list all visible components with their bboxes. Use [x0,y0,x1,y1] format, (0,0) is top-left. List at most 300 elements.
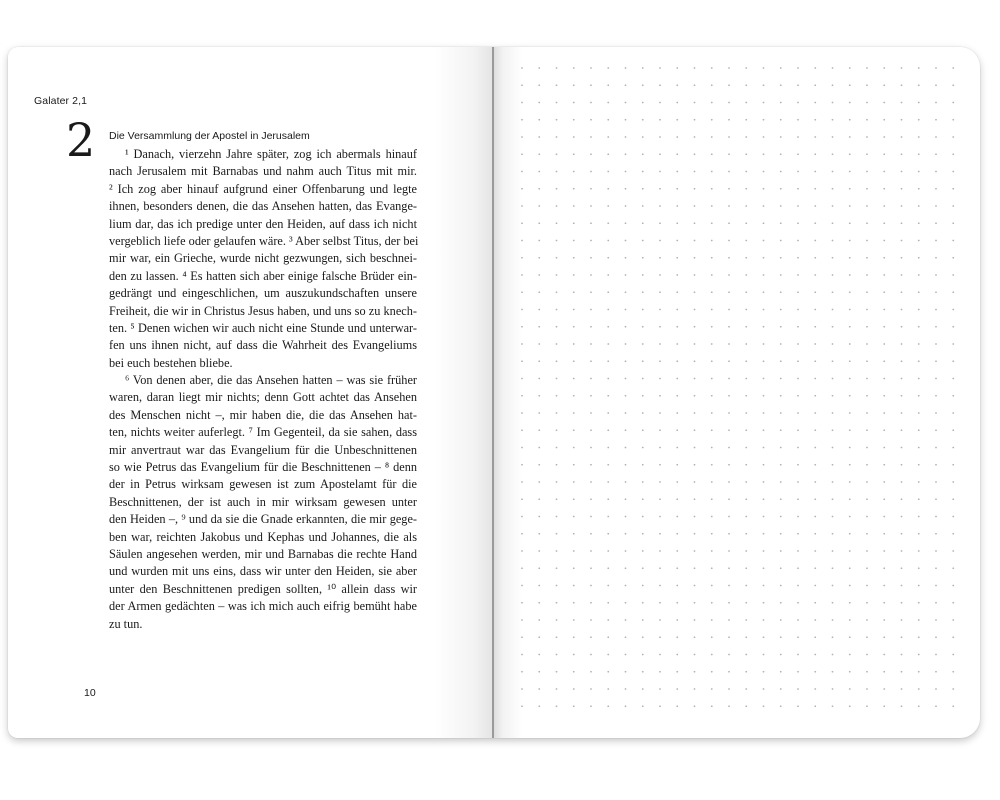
grid-dot [521,291,523,293]
grid-dot [573,240,575,242]
grid-dot [607,654,609,656]
grid-dot [952,257,954,259]
grid-dot [642,498,644,500]
grid-dot [728,240,730,242]
grid-dot [659,67,661,69]
grid-dot [763,291,765,293]
grid-dot [832,171,834,173]
grid-dot [728,602,730,604]
grid-dot [590,636,592,638]
grid-dot [883,464,885,466]
text-line: ten. ⁵ Denen wichen wir auch nicht eine Stunde und unterwar- [109,320,417,335]
grid-dot [780,705,782,707]
grid-dot [728,274,730,276]
grid-dot [659,171,661,173]
grid-dot [918,188,920,190]
grid-dot [814,257,816,259]
grid-dot [590,619,592,621]
grid-dot [573,378,575,380]
grid-dot [935,585,937,587]
grid-dot [814,360,816,362]
grid-dot [642,481,644,483]
grid-dot [694,498,696,500]
grid-dot [676,136,678,138]
grid-dot [797,240,799,242]
grid-dot [883,222,885,224]
grid-dot [711,84,713,86]
grid-dot [866,119,868,121]
grid-dot [780,309,782,311]
grid-dot [918,636,920,638]
text-line: ihnen, besonders denen, die das Ansehen hatten, das Evange- [109,199,417,214]
grid-dot [814,447,816,449]
grid-dot [797,481,799,483]
grid-dot [728,412,730,414]
grid-dot [832,636,834,638]
grid-dot [573,636,575,638]
grid-dot [883,412,885,414]
grid-dot [676,567,678,569]
grid-dot [952,67,954,69]
grid-dot [797,533,799,535]
grid-dot [694,343,696,345]
grid-dot [883,102,885,104]
grid-dot [590,533,592,535]
grid-dot [711,119,713,121]
grid-dot [538,222,540,224]
grid-dot [901,291,903,293]
grid-dot [607,309,609,311]
grid-dot [694,378,696,380]
grid-dot [745,688,747,690]
grid-dot [952,222,954,224]
grid-dot [625,585,627,587]
grid-dot [573,550,575,552]
grid-dot [935,326,937,328]
grid-dot [642,585,644,587]
grid-dot [918,240,920,242]
grid-dot [866,567,868,569]
grid-dot [694,429,696,431]
grid-dot [694,447,696,449]
grid-dot [538,291,540,293]
grid-dot [676,395,678,397]
grid-dot [556,429,558,431]
grid-dot [745,481,747,483]
grid-dot [745,395,747,397]
grid-dot [883,688,885,690]
grid-dot [728,257,730,259]
grid-dot [659,136,661,138]
grid-dot [694,240,696,242]
grid-dot [711,533,713,535]
grid-dot [607,84,609,86]
grid-dot [814,119,816,121]
grid-dot [556,516,558,518]
grid-dot [676,481,678,483]
grid-dot [797,550,799,552]
grid-dot [797,705,799,707]
grid-dot [952,602,954,604]
grid-dot [573,585,575,587]
grid-dot [538,516,540,518]
grid-dot [556,240,558,242]
grid-dot [711,205,713,207]
grid-dot [642,240,644,242]
grid-dot [556,171,558,173]
grid-dot [745,619,747,621]
grid-dot [590,395,592,397]
grid-dot [866,688,868,690]
grid-dot [625,516,627,518]
grid-dot [659,309,661,311]
grid-dot [952,619,954,621]
grid-dot [952,240,954,242]
grid-dot [780,481,782,483]
grid-dot [883,153,885,155]
grid-dot [676,67,678,69]
grid-dot [918,619,920,621]
grid-dot [711,102,713,104]
grid-dot [901,378,903,380]
grid-dot [590,447,592,449]
grid-dot [901,136,903,138]
grid-dot [866,378,868,380]
grid-dot [849,205,851,207]
grid-dot [538,360,540,362]
grid-dot [573,429,575,431]
grid-dot [659,464,661,466]
grid-dot [521,153,523,155]
grid-dot [763,188,765,190]
grid-dot [797,688,799,690]
grid-dot [814,671,816,673]
grid-dot [832,412,834,414]
grid-dot [918,602,920,604]
grid-dot [728,205,730,207]
text-line: fen uns ihnen nicht, auf dass die Wahrheit des Evangeliums [109,338,417,353]
grid-dot [711,171,713,173]
grid-dot [918,533,920,535]
grid-dot [918,360,920,362]
grid-dot [832,516,834,518]
grid-dot [901,274,903,276]
grid-dot [521,550,523,552]
grid-dot [918,153,920,155]
grid-dot [521,378,523,380]
grid-dot [538,378,540,380]
grid-dot [849,309,851,311]
grid-dot [590,567,592,569]
grid-dot [556,102,558,104]
grid-dot [625,205,627,207]
grid-dot [728,171,730,173]
grid-dot [866,343,868,345]
grid-dot [659,291,661,293]
grid-dot [780,585,782,587]
grid-dot [676,309,678,311]
grid-dot [659,119,661,121]
grid-dot [711,136,713,138]
grid-dot [642,84,644,86]
grid-dot [642,326,644,328]
grid-dot [745,102,747,104]
grid-dot [883,481,885,483]
grid-dot [832,84,834,86]
grid-dot [901,171,903,173]
grid-dot [918,102,920,104]
grid-dot [573,654,575,656]
grid-dot [763,602,765,604]
grid-dot [573,188,575,190]
grid-dot [625,153,627,155]
grid-dot [935,464,937,466]
grid-dot [711,498,713,500]
grid-dot [901,188,903,190]
grid-dot [573,291,575,293]
grid-dot [659,395,661,397]
grid-dot [573,602,575,604]
grid-dot [883,378,885,380]
grid-dot [763,222,765,224]
grid-dot [935,602,937,604]
grid-dot [901,447,903,449]
grid-dot [625,67,627,69]
grid-dot [607,585,609,587]
grid-dot [918,671,920,673]
grid-dot [521,343,523,345]
grid-dot [642,378,644,380]
grid-dot [711,464,713,466]
grid-dot [573,326,575,328]
grid-dot [814,705,816,707]
text-line: ² Ich zog aber hinauf aufgrund einer Offenbarung und legte [109,181,417,196]
grid-dot [659,481,661,483]
grid-dot [659,257,661,259]
grid-dot [521,257,523,259]
grid-dot [745,291,747,293]
grid-dot [935,654,937,656]
grid-dot [832,360,834,362]
grid-dot [676,447,678,449]
grid-dot [883,671,885,673]
grid-dot [745,533,747,535]
grid-dot [797,205,799,207]
grid-dot [866,550,868,552]
grid-dot [935,550,937,552]
grid-dot [952,636,954,638]
grid-dot [883,654,885,656]
grid-dot [556,412,558,414]
grid-dot [538,102,540,104]
grid-dot [642,705,644,707]
grid-dot [728,550,730,552]
grid-dot [952,395,954,397]
grid-dot [538,153,540,155]
grid-dot [538,67,540,69]
text-line: zu tun. [109,616,143,631]
grid-dot [711,67,713,69]
grid-dot [590,102,592,104]
grid-dot [935,412,937,414]
grid-dot [556,205,558,207]
grid-dot [780,498,782,500]
grid-dot [659,222,661,224]
grid-dot [538,464,540,466]
grid-dot [521,464,523,466]
grid-dot [935,688,937,690]
grid-dot [642,602,644,604]
grid-dot [797,671,799,673]
grid-dot [694,585,696,587]
grid-dot [918,447,920,449]
grid-dot [780,619,782,621]
grid-dot [832,550,834,552]
grid-dot [780,360,782,362]
grid-dot [780,222,782,224]
grid-dot [952,688,954,690]
grid-dot [625,464,627,466]
grid-dot [918,84,920,86]
grid-dot [918,654,920,656]
grid-dot [607,136,609,138]
text-line: der Armen gedächten – was ich mich auch eifrig bemüht habe [109,599,417,614]
grid-dot [901,498,903,500]
grid-dot [832,464,834,466]
grid-dot [711,360,713,362]
grid-dot [832,291,834,293]
grid-dot [728,705,730,707]
grid-dot [849,602,851,604]
grid-dot [901,481,903,483]
grid-dot [918,395,920,397]
grid-dot [814,567,816,569]
grid-dot [711,240,713,242]
text-line: ben war, reichten Jakobus und Kephas und Johannes, die als [109,529,417,544]
grid-dot [607,326,609,328]
grid-dot [745,516,747,518]
grid-dot [521,205,523,207]
grid-dot [711,550,713,552]
grid-dot [590,654,592,656]
grid-dot [728,343,730,345]
grid-dot [694,291,696,293]
grid-dot [797,654,799,656]
grid-dot [849,222,851,224]
grid-dot [935,516,937,518]
grid-dot [625,240,627,242]
grid-dot [935,360,937,362]
grid-dot [694,464,696,466]
grid-dot [538,205,540,207]
text-line: mir anvertraut war das Evangelium für die Unbeschnittenen [109,442,417,457]
grid-dot [814,412,816,414]
grid-dot [814,550,816,552]
grid-dot [625,274,627,276]
grid-dot [625,136,627,138]
grid-dot [556,153,558,155]
grid-dot [814,205,816,207]
grid-dot [849,291,851,293]
grid-dot [797,378,799,380]
grid-dot [780,395,782,397]
grid-dot [814,291,816,293]
grid-dot [573,516,575,518]
grid-dot [780,550,782,552]
grid-dot [659,447,661,449]
grid-dot [901,412,903,414]
grid-dot [814,326,816,328]
grid-dot [659,240,661,242]
grid-dot [711,378,713,380]
grid-dot [901,257,903,259]
grid-dot [763,567,765,569]
grid-dot [814,222,816,224]
grid-dot [883,619,885,621]
grid-dot [763,654,765,656]
grid-dot [607,257,609,259]
grid-dot [866,102,868,104]
grid-dot [625,654,627,656]
grid-dot [901,671,903,673]
grid-dot [694,533,696,535]
grid-dot [590,688,592,690]
grid-dot [659,102,661,104]
text-line: ¹ Danach, vierzehn Jahre später, zog ich abermals hinauf [125,147,417,161]
grid-dot [711,309,713,311]
grid-dot [642,188,644,190]
grid-dot [918,343,920,345]
grid-dot [711,326,713,328]
grid-dot [607,188,609,190]
grid-dot [763,84,765,86]
grid-dot [694,274,696,276]
grid-dot [607,343,609,345]
grid-dot [625,119,627,121]
grid-dot [780,516,782,518]
grid-dot [642,102,644,104]
grid-dot [573,102,575,104]
grid-dot [573,84,575,86]
grid-dot [901,326,903,328]
grid-dot [556,688,558,690]
grid-dot [521,429,523,431]
grid-dot [521,688,523,690]
grid-dot [745,567,747,569]
grid-dot [556,464,558,466]
grid-dot [556,533,558,535]
grid-dot [728,222,730,224]
grid-dot [538,395,540,397]
grid-dot [952,360,954,362]
text-line: Freiheit, die wir in Christus Jesus haben, und uns so zu knech- [109,303,417,318]
grid-dot [625,619,627,621]
grid-dot [573,171,575,173]
grid-dot [607,153,609,155]
grid-dot [832,309,834,311]
grid-dot [935,136,937,138]
grid-dot [728,326,730,328]
grid-dot [935,171,937,173]
grid-dot [935,705,937,707]
grid-dot [814,171,816,173]
grid-dot [849,360,851,362]
grid-dot [883,257,885,259]
grid-dot [728,671,730,673]
grid-dot [780,429,782,431]
grid-dot [780,412,782,414]
grid-dot [780,654,782,656]
